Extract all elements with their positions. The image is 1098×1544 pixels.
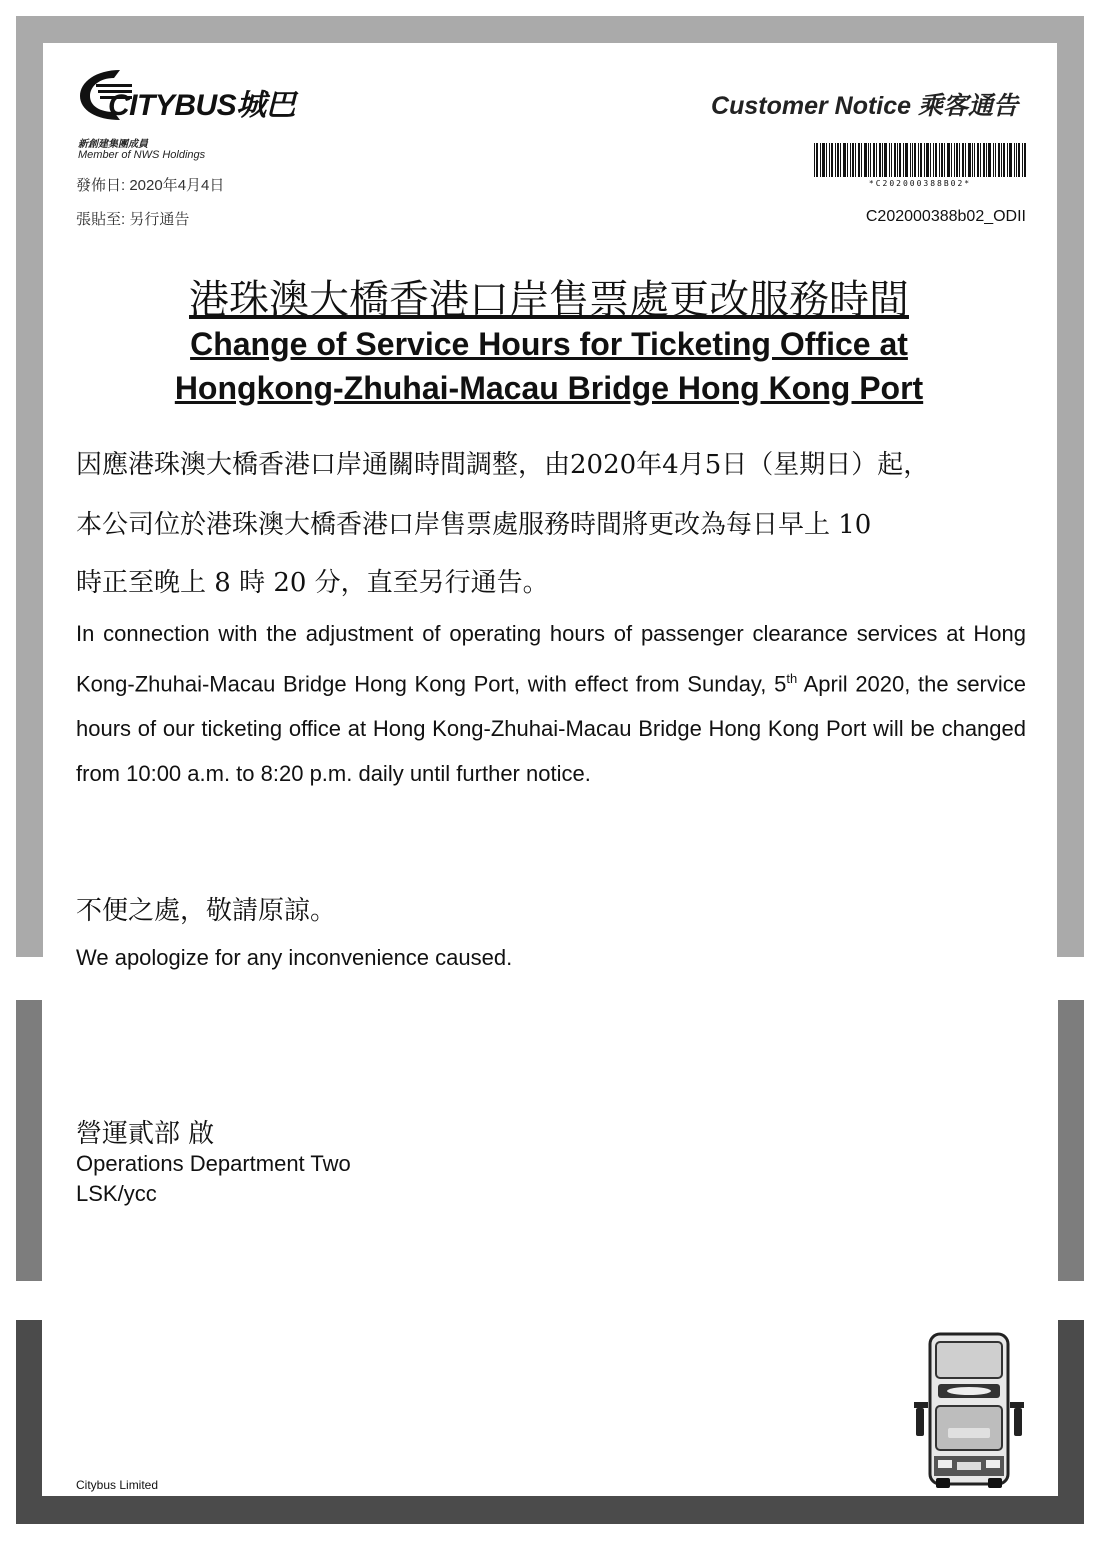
post-until: 張貼至: 另行通告 bbox=[76, 211, 190, 228]
headline-en-line1: Change of Service Hours for Ticketing Office at bbox=[190, 326, 908, 362]
signature-department: Operations Department Two bbox=[76, 1151, 351, 1176]
frame-bar-left-lower bbox=[16, 1320, 42, 1524]
body-en-part2: April 2020, the service hours of our ticketing office at Hong Kong-Zhuhai-Macau Bridge Hong Kong Port will be changed from 10:00 a.m. to 8:20 p.m. daily until further notice. bbox=[76, 671, 1026, 787]
signature-zh: 營運貳部 啟 bbox=[76, 1119, 215, 1149]
citybus-logo bbox=[74, 64, 304, 126]
body-en-part1: In connection with the adjustment of operating hours of passenger clearance services at Hong Kong-Zhuhai-Macau Bridge Hong Kong Port, with effect from Sunday, 5 bbox=[76, 621, 1026, 697]
frame-bar-right-lower bbox=[1058, 1320, 1084, 1524]
headline-zh: 港珠澳大橋香港口岸售票處更改服務時間 bbox=[189, 277, 909, 323]
apology-zh: 不便之處，敬請原諒。 bbox=[76, 896, 337, 926]
body-zh-line2: 本公司位於港珠澳大橋香港口岸售票處服務時間將更改為每日早上 10 bbox=[76, 510, 872, 540]
apology-en: We apologize for any inconvenience caused. bbox=[76, 945, 513, 970]
logo-tagline-en: Member of NWS Holdings bbox=[78, 149, 206, 161]
issue-date: 發佈日: 2020年4月4日 bbox=[76, 177, 225, 194]
frame-bar-top bbox=[16, 16, 1084, 43]
double-decker-bus-icon bbox=[912, 1332, 1026, 1490]
notice-title: Customer Notice 乘客通告 bbox=[711, 92, 1018, 120]
logo-tagline-zh: 新創建集團成員 bbox=[78, 139, 148, 150]
body-en-superscript: th bbox=[786, 671, 798, 686]
signature-reference: LSK/ycc bbox=[76, 1181, 157, 1206]
barcode bbox=[812, 143, 1028, 187]
frame-bar-left-upper bbox=[16, 16, 43, 957]
body-zh-line1: 因應港珠澳大橋香港口岸通關時間調整，由2020年4月5日（星期日）起， bbox=[76, 450, 930, 480]
body-zh-line3: 時正至晚上 8 時 20 分，直至另行通告。 bbox=[76, 568, 549, 598]
frame-bar-bottom bbox=[16, 1496, 1084, 1524]
logo-wordmark: CITYBUS城巴 bbox=[108, 89, 296, 122]
document-code: C202000388b02_ODII bbox=[865, 208, 1026, 225]
body-en-paragraph bbox=[76, 611, 1026, 796]
headline-en-line2: Hongkong-Zhuhai-Macau Bridge Hong Kong Port bbox=[174, 370, 924, 406]
frame-bar-right-middle bbox=[1058, 1000, 1084, 1281]
frame-bar-right-upper bbox=[1057, 16, 1084, 957]
footer-company: Citybus Limited bbox=[76, 1478, 159, 1492]
barcode-text: *C202000388B02* bbox=[868, 179, 972, 187]
frame-bar-left-middle bbox=[16, 1000, 42, 1281]
